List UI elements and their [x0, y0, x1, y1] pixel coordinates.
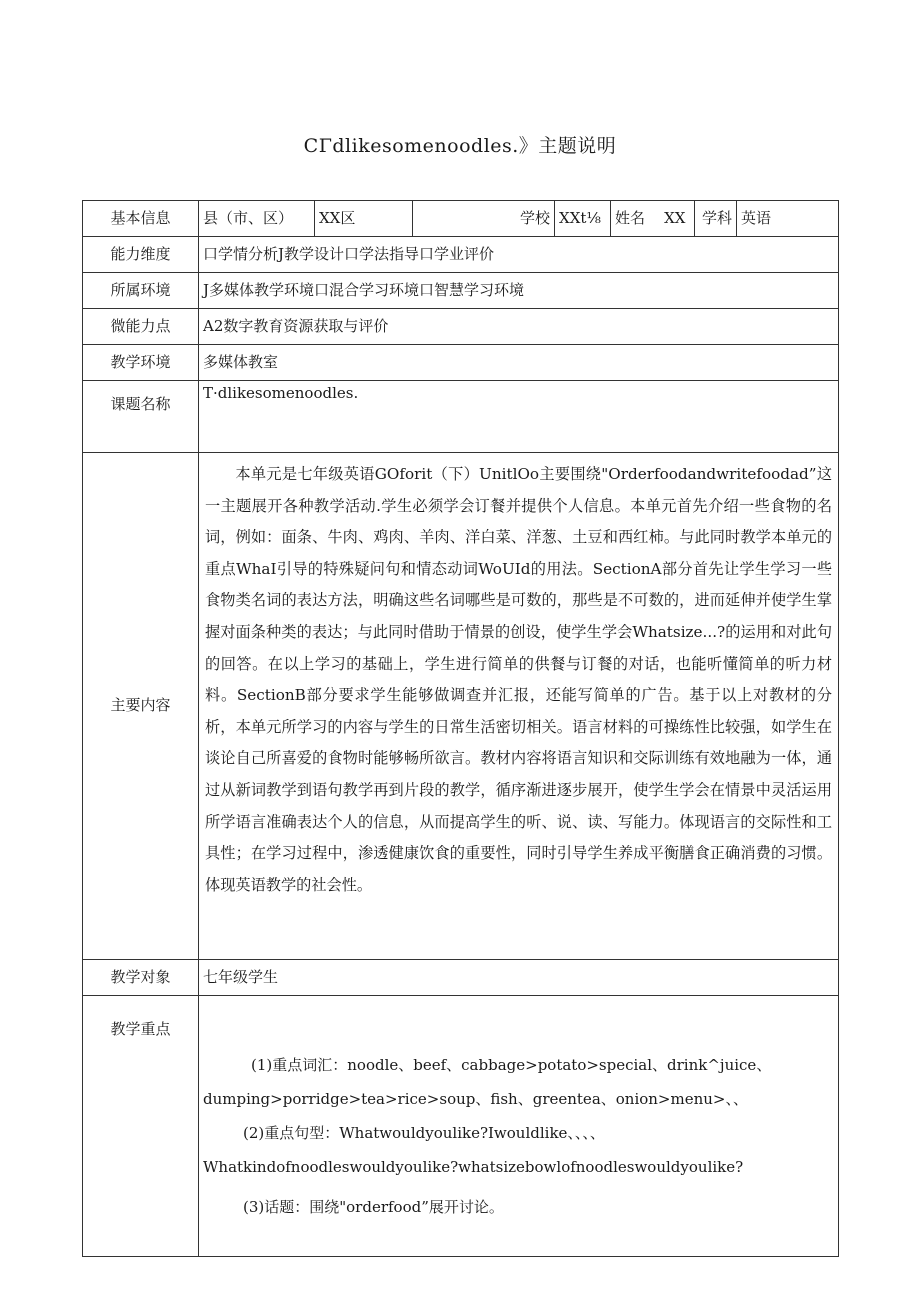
- key-point-vocab: (1)重点词汇：noodle、beef、cabbage>potato>special、drink^juice、: [251, 1056, 772, 1074]
- teaching-env-label: 教学环境: [83, 345, 199, 381]
- content-row: [83, 453, 839, 960]
- key-points-row: [83, 996, 839, 1257]
- target-label: 教学对象: [83, 960, 199, 996]
- ability-value: 口学情分析J教学设计口学法指导口学业评价: [199, 237, 839, 273]
- micro-ability-value: A2数字教育资源获取与评价: [199, 309, 839, 345]
- county-label: 县（市、区）: [199, 201, 315, 237]
- key-point-topic: (3)话题：围绕"orderfood”展开讨论。: [243, 1198, 504, 1216]
- content-cell: [199, 453, 839, 960]
- key-points-label: 教学重点: [83, 996, 199, 1257]
- key-points-cell: [199, 996, 839, 1257]
- ability-label: 能力维度: [83, 237, 199, 273]
- environment-value: J多媒体教学环境口混合学习环境口智慧学习环境: [199, 273, 839, 309]
- name-value: XX: [664, 208, 686, 227]
- county-value: XX区: [315, 201, 413, 237]
- page-title: CΓdlikesomenoodles.》主题说明: [303, 135, 617, 157]
- content-paragraph: 本单元是七年级英语GOforit（下）UnitlOo主要围绕"Orderfoodandwritefoodad”这一主题展开各种教学活动.学生必须学会订餐并提供个人信息。本单元首先介绍一些食物的名词，例如：面条、牛肉、鸡肉、羊肉、洋白菜、洋葱、土豆和西红柿。与此同时教学本单元的重点WhaI引导的特殊疑问句和情态动词WoUId的用法。SectionA部分首先让学生学习一些食物类名词的表达方法，明确这些名词哪些是可数的，那些是不可数的，进而延伸并使学生掌握对面条种类的表达；与此同时借助于情景的创设，使学生学会Whatsize...?的运用和对此句的回答。在以上学习的基础上，学生进行简单的供餐与订餐的对话，也能听懂简单的听力材料。SectionB部分要求学生能够做调查并汇报，还能写简单的广告。基于以上对教材的分析，本单元所学习的内容与学生的日常生活密切相关。语言材料的可操练性比较强，如学生在谈论自己所喜爱的食物时能够畅所欲言。教材内容将语言知识和交际训练有效地融为一体，通过从新词教学到语句教学再到片段的教学，循序渐进逐步展开，使学生学会在情景中灵活运用所学语言准确表达个人的信息，从而提高学生的听、说、读、写能力。体现语言的交际性和工具性；在学习过程中，渗透健康饮食的重要性，同时引导学生养成平衡膳食正确消费的习惯。体现英语教学的社会性。: [205, 465, 833, 894]
- subject-label: 学科: [695, 201, 737, 237]
- key-point-sentence-cont: Whatkindofnoodleswouldyoulike?whatsizebowlofnoodleswouldyoulike?: [203, 1158, 744, 1176]
- school-value: XXt⅛: [555, 201, 611, 237]
- micro-ability-label: 微能力点: [83, 309, 199, 345]
- ability-row: [83, 237, 839, 273]
- target-row: [83, 960, 839, 996]
- basic-info-label: 基本信息: [83, 201, 199, 237]
- topic-label: 课题名称: [83, 381, 199, 453]
- topic-row: [83, 381, 839, 453]
- environment-row: [83, 273, 839, 309]
- environment-label: 所属环境: [83, 273, 199, 309]
- micro-ability-row: [83, 309, 839, 345]
- subject-value: 英语: [737, 201, 839, 237]
- target-value: 七年级学生: [199, 960, 839, 996]
- name-label: [611, 201, 695, 237]
- teaching-env-value: 多媒体教室: [199, 345, 839, 381]
- name-label-text: 姓名: [615, 208, 646, 227]
- basic-info-row: [83, 201, 839, 237]
- topic-value: T·dlikesomenoodles.: [199, 381, 839, 453]
- school-label: [413, 201, 555, 237]
- key-point-vocab-cont: dumping>porridge>tea>rice>soup、fish、greentea、onion>menu>、、: [203, 1090, 748, 1108]
- content-label: 主要内容: [83, 453, 199, 960]
- info-table: [82, 200, 839, 1257]
- school-label-text: 学校: [520, 208, 551, 227]
- teaching-env-row: [83, 345, 839, 381]
- key-point-sentence: (2)重点句型：Whatwouldyoulike?Iwouldlike、、、、: [243, 1124, 605, 1142]
